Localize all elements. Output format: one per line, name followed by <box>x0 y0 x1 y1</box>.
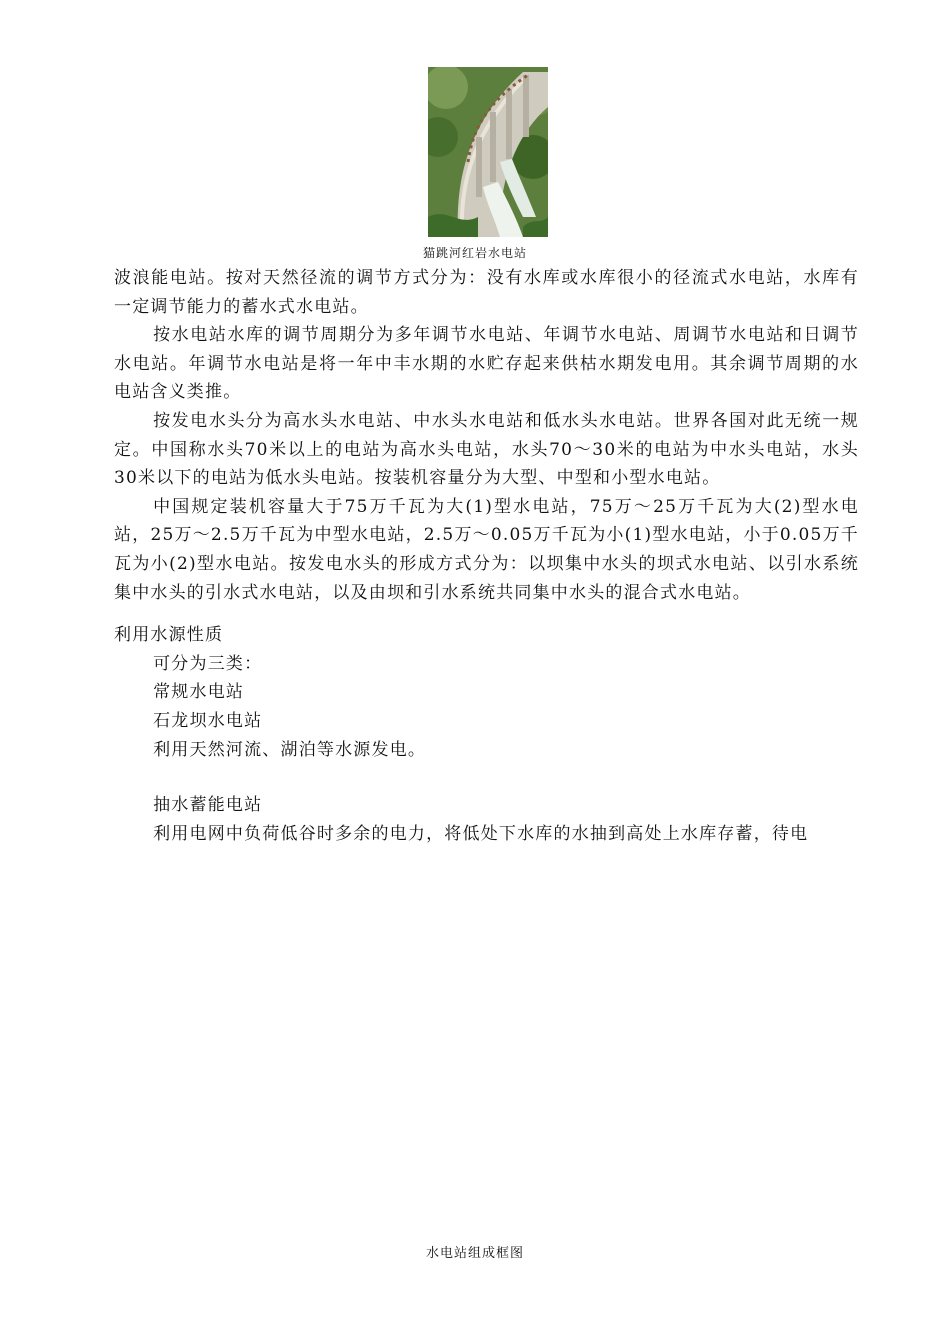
paragraph-3: 按发电水头分为高水头水电站、中水头水电站和低水头水电站。世界各国对此无统一规定。中国称水头70米以上的电站为高水头电站，水头70～30米的电站为中水头电站，水头30米以下的电站为低水头电站。按装机容量分为大型、中型和小型水电站。 <box>114 410 859 489</box>
section-line-1: 可分为三类： <box>153 653 263 674</box>
section-line-3: 石龙坝水电站 <box>153 710 263 731</box>
article-body <box>114 264 859 848</box>
footer-label: 水电站组成框图 <box>425 1246 524 1261</box>
section-line-5: 抽水蓄能电站 <box>153 795 263 816</box>
section-heading: 利用水源性质 <box>114 625 224 646</box>
dam-photo <box>428 67 548 237</box>
paragraph-4: 中国规定装机容量大于75万千瓦为大(1)型水电站，75万～25万千瓦为大(2)型水电站，25万～2.5万千瓦为中型水电站，2.5万～0.05万千瓦为小(1)型水电站，小于0.05万千瓦为小(2)型水电站。按发电水头的形成方式分为：以坝集中水头的坝式水电站、以引水系统集中水头的引水式水电站，以及由坝和引水系统共同集中水头的混合式水电站。 <box>114 496 859 603</box>
paragraph-2: 按水电站水库的调节周期分为多年调节水电站、年调节水电站、周调节水电站和日调节水电站。年调节水电站是将一年中丰水期的水贮存起来供枯水期发电用。其余调节周期的水电站含义类推。 <box>114 325 859 403</box>
section-line-2: 常规水电站 <box>153 682 245 703</box>
dam-photo-illustration <box>428 67 548 237</box>
section-line-6: 利用电网中负荷低谷时多余的电力，将低处下水库的水抽到高处上水库存蓄，待电 <box>153 823 809 844</box>
section-line-4: 利用天然河流、湖泊等水源发电。 <box>153 739 427 760</box>
paragraph-1: 波浪能电站。按对天然径流的调节方式分为：没有水库或水库很小的径流式水电站，水库有一定调节能力的蓄水式水电站。 <box>114 268 859 317</box>
figure-caption: 猫跳河红岩水电站 <box>422 246 527 260</box>
section-gap <box>114 764 859 791</box>
